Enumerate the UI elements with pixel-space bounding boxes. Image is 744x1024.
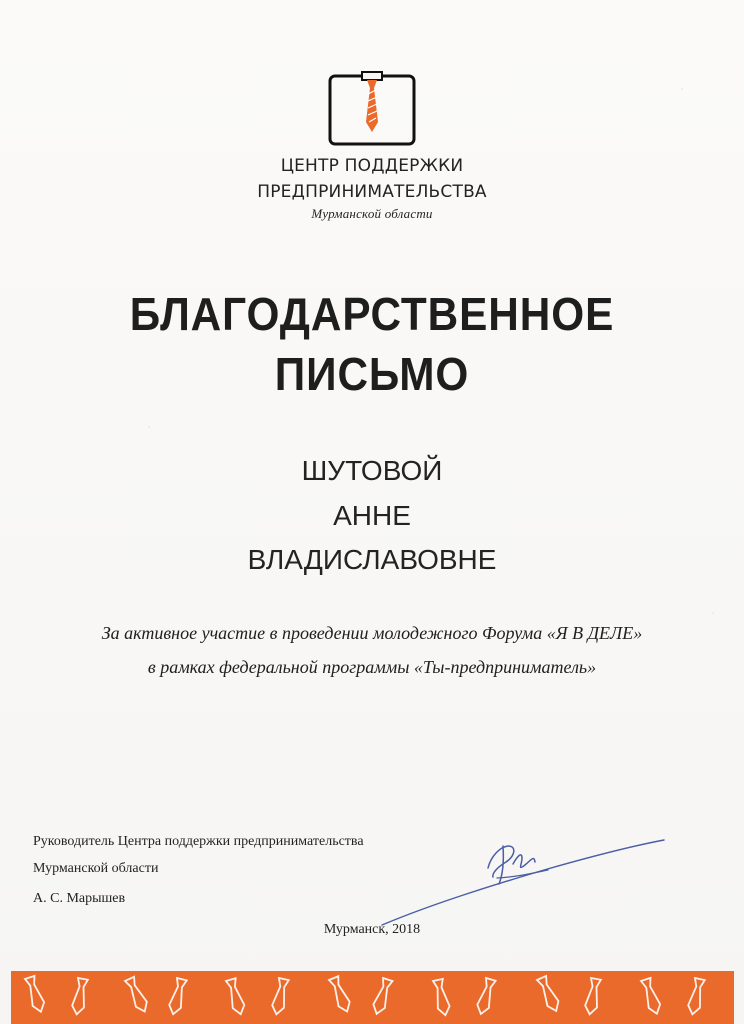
paper-speck xyxy=(712,612,714,614)
organization-name-line1: ЦЕНТР ПОДДЕРЖКИ xyxy=(280,156,464,176)
paper-speck xyxy=(148,426,150,428)
place-date: Мурманск, 2018 xyxy=(323,922,421,937)
briefcase-tie-logo-icon xyxy=(324,70,420,150)
bottom-decorative-band xyxy=(11,971,734,1024)
reason-line1: За активное участие в проведении молодежного Форума «Я В ДЕЛЕ» xyxy=(101,623,643,643)
document-title-line1: БЛАГОДАРСТВЕННОЕ xyxy=(129,288,615,340)
recipient-name: АННЕ xyxy=(333,500,411,531)
tie-pattern-icon xyxy=(11,971,734,1024)
organization-name-line2: ПРЕДПРИНИМАТЕЛЬСТВА xyxy=(257,182,487,202)
organization-region: Мурманской области xyxy=(311,206,433,221)
handwritten-signature-icon xyxy=(372,832,672,932)
recipient-surname: ШУТОВОЙ xyxy=(301,455,443,486)
reason-line2: в рамках федеральной программы «Ты-предприниматель» xyxy=(147,657,597,677)
recipient-patronymic: ВЛАДИСЛАВОВНЕ xyxy=(247,544,497,575)
signatory-name: А. С. Марышев xyxy=(33,891,126,906)
logo xyxy=(0,70,744,150)
signatory-position: Руководитель Центра поддержки предпринимательства xyxy=(33,834,364,849)
signatory-region: Мурманской области xyxy=(33,861,159,876)
document-title-line2: ПИСЬМО xyxy=(274,348,470,400)
